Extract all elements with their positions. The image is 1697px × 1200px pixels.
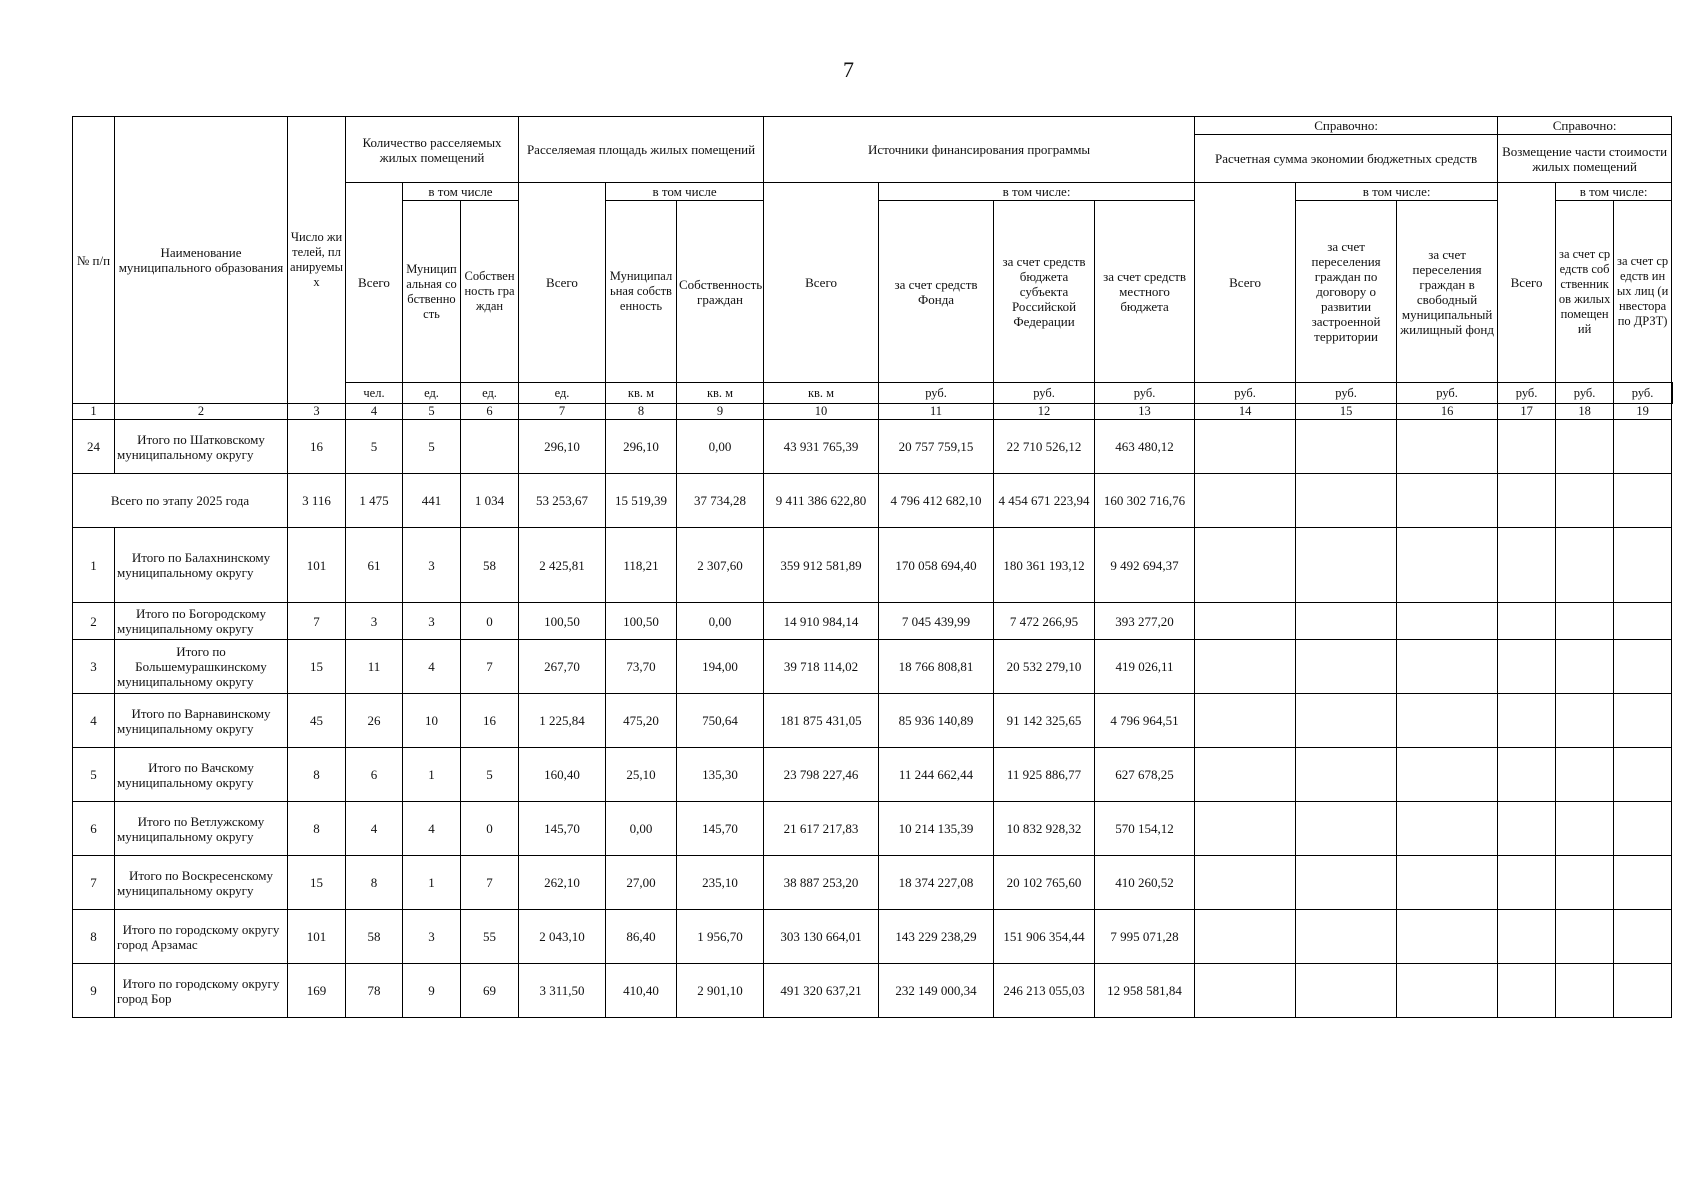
empty-cell: [1397, 420, 1498, 474]
header-area-incl: в том числе: [606, 183, 764, 201]
empty-cell: [1614, 603, 1672, 640]
value-cell: 4 454 671 223,94: [994, 474, 1095, 528]
value-cell: 11 244 662,44: [879, 748, 994, 802]
unit-cell: чел.: [346, 383, 403, 404]
value-cell: [461, 420, 519, 474]
value-cell: 4: [403, 640, 461, 694]
table-row: [73, 603, 1673, 640]
empty-cell: [1195, 748, 1296, 802]
value-cell: 303 130 664,01: [764, 910, 879, 964]
unit-cell: ед.: [519, 383, 606, 404]
empty-cell: [1498, 802, 1556, 856]
header-c18: за счет средств собственников жилых помещений: [1556, 201, 1614, 383]
value-cell: 9 492 694,37: [1095, 528, 1195, 603]
municipality-name: Итого по Ветлужскому муниципальному округу: [115, 802, 288, 856]
value-cell: 85 936 140,89: [879, 694, 994, 748]
column-index-cell: 17: [1498, 404, 1556, 420]
column-index-cell: 6: [461, 404, 519, 420]
empty-cell: [1397, 528, 1498, 603]
value-cell: 11: [346, 640, 403, 694]
unit-cell: руб.: [879, 383, 994, 404]
empty-cell: [1614, 910, 1672, 964]
value-cell: 246 213 055,03: [994, 964, 1095, 1018]
value-cell: 0: [461, 603, 519, 640]
unit-cell: руб.: [1195, 383, 1296, 404]
value-cell: 20 532 279,10: [994, 640, 1095, 694]
table-row: [73, 802, 1673, 856]
value-cell: 296,10: [606, 420, 677, 474]
header-area-total: Всего: [519, 183, 606, 383]
header-ref2-label: Справочно:: [1498, 117, 1672, 135]
value-cell: 4 796 412 682,10: [879, 474, 994, 528]
column-index-cell: 8: [606, 404, 677, 420]
value-cell: 441: [403, 474, 461, 528]
value-cell: 100,50: [519, 603, 606, 640]
municipality-name: Итого по Шатковскому муниципальному округу: [115, 420, 288, 474]
empty-cell: [1614, 694, 1672, 748]
value-cell: 45: [288, 694, 346, 748]
empty-cell: [1296, 856, 1397, 910]
value-cell: 3: [403, 528, 461, 603]
value-cell: 61: [346, 528, 403, 603]
value-cell: 5: [403, 420, 461, 474]
value-cell: 3: [403, 910, 461, 964]
header-ref1-title: Расчетная сумма экономии бюджетных средств: [1195, 135, 1498, 183]
column-index-cell: 16: [1397, 404, 1498, 420]
value-cell: 2 901,10: [677, 964, 764, 1018]
header-no: № п/п: [73, 117, 115, 404]
value-cell: 15: [288, 640, 346, 694]
table-row: [73, 528, 1673, 603]
value-cell: 151 906 354,44: [994, 910, 1095, 964]
empty-cell: [1614, 856, 1672, 910]
value-cell: 180 361 193,12: [994, 528, 1095, 603]
value-cell: 101: [288, 528, 346, 603]
municipality-name: Итого по городскому округу город Арзамас: [115, 910, 288, 964]
value-cell: 3 311,50: [519, 964, 606, 1018]
value-cell: 3: [346, 603, 403, 640]
value-cell: 22 710 526,12: [994, 420, 1095, 474]
header-ref1-incl: в том числе:: [1296, 183, 1498, 201]
municipality-name: Итого по Вачскому муниципальному округу: [115, 748, 288, 802]
value-cell: 16: [461, 694, 519, 748]
value-cell: 20 757 759,15: [879, 420, 994, 474]
value-cell: 1 225,84: [519, 694, 606, 748]
header-c13: за счет средств местного бюджета: [1095, 201, 1195, 383]
column-index-cell: 5: [403, 404, 461, 420]
value-cell: 5: [461, 748, 519, 802]
unit-cell: кв. м: [764, 383, 879, 404]
row-number: 3: [73, 640, 115, 694]
value-cell: 20 102 765,60: [994, 856, 1095, 910]
empty-cell: [1614, 802, 1672, 856]
column-index-cell: 12: [994, 404, 1095, 420]
empty-cell: [1556, 528, 1614, 603]
value-cell: 53 253,67: [519, 474, 606, 528]
value-cell: 194,00: [677, 640, 764, 694]
table-row: [73, 964, 1673, 1018]
unit-cell: руб.: [1095, 383, 1195, 404]
empty-cell: [1397, 640, 1498, 694]
header-c16: за счет переселения граждан в свободный муниципальный жилищный фонд: [1397, 201, 1498, 383]
municipality-name: Итого по Варнавинскому муниципальному округу: [115, 694, 288, 748]
empty-cell: [1397, 964, 1498, 1018]
page-number: 7: [843, 57, 854, 82]
value-cell: 9: [403, 964, 461, 1018]
empty-cell: [1556, 748, 1614, 802]
value-cell: 15 519,39: [606, 474, 677, 528]
value-cell: 7: [461, 856, 519, 910]
value-cell: 6: [346, 748, 403, 802]
value-cell: 491 320 637,21: [764, 964, 879, 1018]
row-number: 2: [73, 603, 115, 640]
value-cell: 7 472 266,95: [994, 603, 1095, 640]
value-cell: 25,10: [606, 748, 677, 802]
empty-cell: [1397, 694, 1498, 748]
unit-cell: руб.: [1614, 383, 1672, 404]
value-cell: 135,30: [677, 748, 764, 802]
value-cell: 12 958 581,84: [1095, 964, 1195, 1018]
column-index-cell: 7: [519, 404, 606, 420]
empty-cell: [1397, 856, 1498, 910]
value-cell: 463 480,12: [1095, 420, 1195, 474]
value-cell: 15: [288, 856, 346, 910]
unit-cell: руб.: [1498, 383, 1556, 404]
stage-total-row: [73, 474, 1673, 528]
value-cell: 18 766 808,81: [879, 640, 994, 694]
unit-cell: руб.: [1556, 383, 1614, 404]
value-cell: 1 956,70: [677, 910, 764, 964]
empty-cell: [1498, 603, 1556, 640]
value-cell: 9 411 386 622,80: [764, 474, 879, 528]
value-cell: 0: [461, 802, 519, 856]
empty-cell: [1556, 694, 1614, 748]
value-cell: 143 229 238,29: [879, 910, 994, 964]
empty-cell: [1614, 420, 1672, 474]
value-cell: 170 058 694,40: [879, 528, 994, 603]
value-cell: 7: [461, 640, 519, 694]
value-cell: 235,10: [677, 856, 764, 910]
value-cell: 39 718 114,02: [764, 640, 879, 694]
empty-cell: [1556, 603, 1614, 640]
empty-cell: [1397, 910, 1498, 964]
unit-cell: руб.: [1296, 383, 1397, 404]
header-ref2-total: Всего: [1498, 183, 1556, 383]
value-cell: 4: [403, 802, 461, 856]
table-row: [73, 694, 1673, 748]
row-number: 4: [73, 694, 115, 748]
table-row: [73, 748, 1673, 802]
empty-cell: [1195, 802, 1296, 856]
header-c9: Собственность граждан: [677, 201, 764, 383]
value-cell: 91 142 325,65: [994, 694, 1095, 748]
header-ref2-title: Возмещение части стоимости жилых помещений: [1498, 135, 1672, 183]
empty-cell: [1195, 528, 1296, 603]
header-sources-group: Источники финансирования программы: [764, 117, 1195, 183]
value-cell: 1: [403, 856, 461, 910]
empty-cell: [1296, 640, 1397, 694]
table-row: [73, 856, 1673, 910]
empty-cell: [1614, 640, 1672, 694]
municipality-name: Итого по городскому округу город Бор: [115, 964, 288, 1018]
column-index-cell: 18: [1556, 404, 1614, 420]
value-cell: 18 374 227,08: [879, 856, 994, 910]
unit-cell: ед.: [403, 383, 461, 404]
header-ref1-label: Справочно:: [1195, 117, 1498, 135]
value-cell: 101: [288, 910, 346, 964]
value-cell: 5: [346, 420, 403, 474]
column-index-cell: 9: [677, 404, 764, 420]
column-index-cell: 14: [1195, 404, 1296, 420]
unit-cell: руб.: [1397, 383, 1498, 404]
table-body: [73, 420, 1673, 1018]
value-cell: 73,70: [606, 640, 677, 694]
unit-cell: ед.: [461, 383, 519, 404]
value-cell: 23 798 227,46: [764, 748, 879, 802]
unit-cell: [1672, 383, 1673, 404]
value-cell: 359 912 581,89: [764, 528, 879, 603]
header-ref1-total: Всего: [1195, 183, 1296, 383]
column-index-cell: 19: [1614, 404, 1672, 420]
value-cell: 410 260,52: [1095, 856, 1195, 910]
value-cell: 14 910 984,14: [764, 603, 879, 640]
row-number: 7: [73, 856, 115, 910]
value-cell: 160,40: [519, 748, 606, 802]
column-index-cell: 2: [115, 404, 288, 420]
empty-cell: [1296, 964, 1397, 1018]
value-cell: 10 214 135,39: [879, 802, 994, 856]
value-cell: 145,70: [677, 802, 764, 856]
value-cell: 8: [346, 856, 403, 910]
unit-cell: руб.: [994, 383, 1095, 404]
empty-cell: [1195, 474, 1296, 528]
value-cell: 7 045 439,99: [879, 603, 994, 640]
value-cell: 1 475: [346, 474, 403, 528]
header-name: Наименование муниципального образования: [115, 117, 288, 404]
value-cell: 145,70: [519, 802, 606, 856]
value-cell: 2 425,81: [519, 528, 606, 603]
empty-cell: [1614, 528, 1672, 603]
value-cell: 262,10: [519, 856, 606, 910]
value-cell: 21 617 217,83: [764, 802, 879, 856]
value-cell: 26: [346, 694, 403, 748]
empty-cell: [1556, 420, 1614, 474]
value-cell: 475,20: [606, 694, 677, 748]
municipality-name: Итого по Воскресенскому муниципальному округу: [115, 856, 288, 910]
column-index-cell: 13: [1095, 404, 1195, 420]
empty-cell: [1397, 802, 1498, 856]
municipality-name: Итого по Богородскому муниципальному округу: [115, 603, 288, 640]
empty-cell: [1498, 910, 1556, 964]
empty-cell: [1614, 474, 1672, 528]
empty-cell: [1195, 964, 1296, 1018]
header-ref2-incl: в том числе:: [1556, 183, 1672, 201]
value-cell: 7 995 071,28: [1095, 910, 1195, 964]
value-cell: 8: [288, 802, 346, 856]
header-count-incl: в том числе: [403, 183, 519, 201]
value-cell: 11 925 886,77: [994, 748, 1095, 802]
stage-total-label: Всего по этапу 2025 года: [73, 474, 288, 528]
header-c12: за счет средств бюджета субъекта Российской Федерации: [994, 201, 1095, 383]
empty-cell: [1296, 694, 1397, 748]
table-row: [73, 640, 1673, 694]
value-cell: 58: [461, 528, 519, 603]
value-cell: 7: [288, 603, 346, 640]
empty-cell: [1498, 474, 1556, 528]
value-cell: 232 149 000,34: [879, 964, 994, 1018]
value-cell: 419 026,11: [1095, 640, 1195, 694]
row-number: 9: [73, 964, 115, 1018]
empty-cell: [1195, 694, 1296, 748]
empty-cell: [1498, 640, 1556, 694]
empty-cell: [1195, 603, 1296, 640]
empty-cell: [1498, 420, 1556, 474]
value-cell: 181 875 431,05: [764, 694, 879, 748]
header-sources-total: Всего: [764, 183, 879, 383]
value-cell: 4 796 964,51: [1095, 694, 1195, 748]
unit-cell: кв. м: [677, 383, 764, 404]
header-c8: Муниципальная собственность: [606, 201, 677, 383]
empty-cell: [1556, 474, 1614, 528]
empty-cell: [1296, 910, 1397, 964]
column-index-cell: 3: [288, 404, 346, 420]
value-cell: 0,00: [606, 802, 677, 856]
header-count-group: Количество расселяемых жилых помещений: [346, 117, 519, 183]
empty-cell: [1556, 640, 1614, 694]
empty-cell: [1195, 640, 1296, 694]
value-cell: 267,70: [519, 640, 606, 694]
empty-cell: [1556, 964, 1614, 1018]
value-cell: 69: [461, 964, 519, 1018]
empty-cell: [1556, 910, 1614, 964]
value-cell: 627 678,25: [1095, 748, 1195, 802]
value-cell: 2 043,10: [519, 910, 606, 964]
value-cell: 3: [403, 603, 461, 640]
value-cell: 393 277,20: [1095, 603, 1195, 640]
value-cell: 169: [288, 964, 346, 1018]
value-cell: 118,21: [606, 528, 677, 603]
municipality-name: Итого по Большемурашкинскому муниципальному округу: [115, 640, 288, 694]
empty-cell: [1614, 748, 1672, 802]
municipality-name: Итого по Балахнинскому муниципальному округу: [115, 528, 288, 603]
column-index-row: [73, 404, 1673, 420]
value-cell: 296,10: [519, 420, 606, 474]
header-count-total: Всего: [346, 183, 403, 383]
value-cell: 750,64: [677, 694, 764, 748]
row-number: 6: [73, 802, 115, 856]
empty-cell: [1498, 748, 1556, 802]
value-cell: 4: [346, 802, 403, 856]
value-cell: 0,00: [677, 603, 764, 640]
resettlement-table: [72, 116, 1673, 1018]
value-cell: 8: [288, 748, 346, 802]
value-cell: 1 034: [461, 474, 519, 528]
empty-cell: [1498, 856, 1556, 910]
empty-cell: [1296, 528, 1397, 603]
empty-cell: [1397, 474, 1498, 528]
empty-cell: [1195, 856, 1296, 910]
value-cell: 1: [403, 748, 461, 802]
value-cell: 37 734,28: [677, 474, 764, 528]
value-cell: 55: [461, 910, 519, 964]
empty-cell: [1296, 474, 1397, 528]
column-index-cell: 15: [1296, 404, 1397, 420]
empty-cell: [1195, 910, 1296, 964]
empty-cell: [1556, 856, 1614, 910]
table-row: [73, 910, 1673, 964]
empty-cell: [1397, 603, 1498, 640]
value-cell: 0,00: [677, 420, 764, 474]
column-index-cell: 1: [73, 404, 115, 420]
header-sources-incl: в том числе:: [879, 183, 1195, 201]
value-cell: 100,50: [606, 603, 677, 640]
value-cell: 570 154,12: [1095, 802, 1195, 856]
empty-cell: [1614, 964, 1672, 1018]
header-c5: Муниципальная собственность: [403, 201, 461, 383]
row-number: 1: [73, 528, 115, 603]
empty-cell: [1296, 420, 1397, 474]
value-cell: 10 832 928,32: [994, 802, 1095, 856]
empty-cell: [1296, 802, 1397, 856]
column-index-cell: 4: [346, 404, 403, 420]
empty-cell: [1498, 528, 1556, 603]
empty-cell: [1498, 964, 1556, 1018]
empty-cell: [1556, 802, 1614, 856]
header-c6: Собственность граждан: [461, 201, 519, 383]
value-cell: 27,00: [606, 856, 677, 910]
table-row: [73, 420, 1673, 474]
value-cell: 2 307,60: [677, 528, 764, 603]
empty-cell: [1397, 748, 1498, 802]
value-cell: 86,40: [606, 910, 677, 964]
column-index-cell: 10: [764, 404, 879, 420]
header-c11: за счет средств Фонда: [879, 201, 994, 383]
empty-cell: [1296, 603, 1397, 640]
value-cell: 58: [346, 910, 403, 964]
value-cell: 410,40: [606, 964, 677, 1018]
empty-cell: [1195, 420, 1296, 474]
header-c15: за счет переселения граждан по договору о развитии застроенной территории: [1296, 201, 1397, 383]
column-index-cell: 11: [879, 404, 994, 420]
row-number: 8: [73, 910, 115, 964]
value-cell: 38 887 253,20: [764, 856, 879, 910]
value-cell: 10: [403, 694, 461, 748]
value-cell: 160 302 716,76: [1095, 474, 1195, 528]
value-cell: 78: [346, 964, 403, 1018]
unit-cell: кв. м: [606, 383, 677, 404]
row-number: 5: [73, 748, 115, 802]
row-number: 24: [73, 420, 115, 474]
value-cell: 16: [288, 420, 346, 474]
value-cell: 3 116: [288, 474, 346, 528]
header-people: Число жителей, планируемых: [288, 117, 346, 404]
empty-cell: [1498, 694, 1556, 748]
header-c19: за счет средств иных лиц (инвестора по ДРЗТ): [1614, 201, 1672, 383]
header-area-group: Расселяемая площадь жилых помещений: [519, 117, 764, 183]
empty-cell: [1296, 748, 1397, 802]
value-cell: 43 931 765,39: [764, 420, 879, 474]
